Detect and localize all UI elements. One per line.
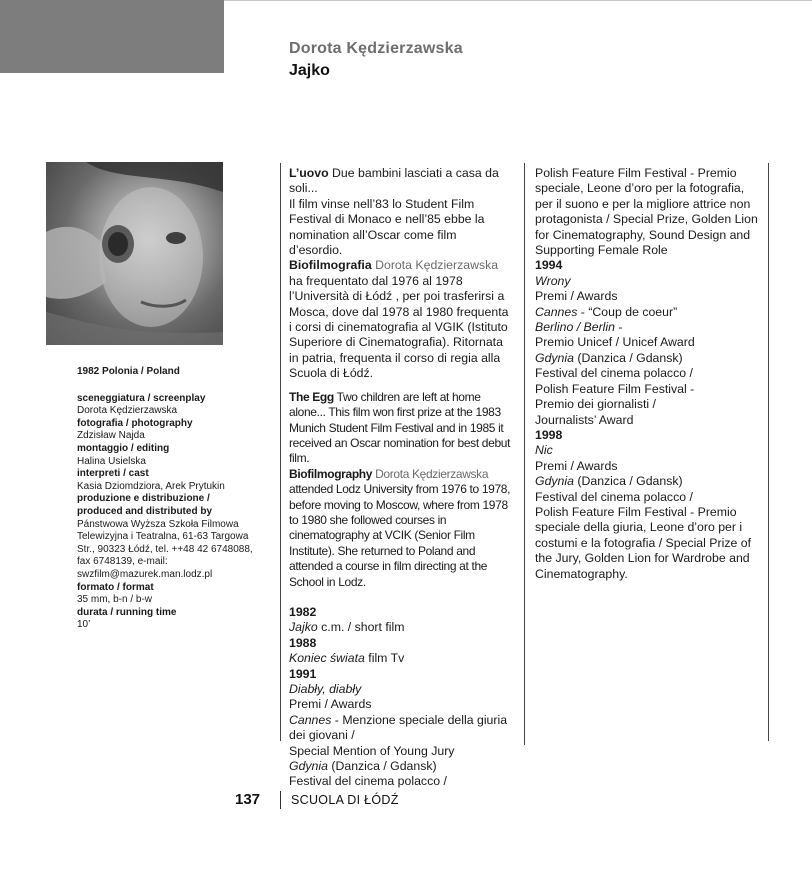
credit-label: formato / format — [77, 581, 154, 593]
synopsis-italian — [289, 166, 513, 197]
filmography-year: 1994 — [535, 258, 563, 273]
filmography-year: 1988 — [289, 635, 317, 650]
award-entry: Premio Unicef / Unicef Award — [535, 335, 695, 350]
bio-name: Dorota Kędzierzawska — [375, 466, 489, 481]
synopsis-english — [289, 390, 513, 467]
credit-label: fotografia / photography — [77, 417, 193, 429]
text-column-middle — [289, 166, 513, 790]
credit-value: Pánstwowa Wyższa Szkoła Filmowa Telewizyjna i Teatralna, 61-63 Targowa Str., 90323 Łódź, tel. ++48 42 6748088, fax 6748139, e-mail: swzfilm@mazurek.man.lodz.pl — [77, 518, 253, 580]
credit-value: Kasia Dziomdziora, Arek Prytukin — [77, 480, 225, 492]
filmography-year: 1998 — [535, 427, 563, 442]
awards-label: Premi / Awards — [289, 697, 372, 712]
credit-label: interpreti / cast — [77, 468, 149, 480]
award-entry: Festival del cinema polacco / — [289, 774, 447, 789]
credit-value: 35 mm, b-n / b-w — [77, 594, 153, 606]
award-entry: Festival del cinema polacco / — [535, 489, 693, 504]
filmography-year: 1982 — [289, 604, 317, 619]
credit-label: produzione e distribuzione / — [77, 493, 210, 505]
bio-name: Dorota Kędzierzawska — [375, 258, 499, 273]
column-divider — [524, 163, 525, 745]
credit-screenplay — [77, 393, 267, 418]
synopsis-lead: L’uovo — [289, 166, 329, 180]
award-entry: Polish Feature Film Festival - Premio speciale, Leone d’oro per la fotografia, per il suono e per la migliore attrice non protagonista / Special Prize, Golden Lion for Cinematography, Sound Design and Supporting Female Role — [535, 166, 758, 258]
synopsis-text: Due bambini lasciati a casa da soli... — [289, 166, 499, 196]
award-entry: Gdynia (Danzica / Gdansk) — [535, 350, 683, 365]
awards-label: Premi / Awards — [535, 289, 618, 304]
bio-italian — [289, 258, 513, 381]
credit-running-time — [77, 607, 267, 632]
header-gray-block — [0, 0, 224, 73]
column-divider — [280, 163, 281, 741]
synopsis-lead: The Egg — [289, 389, 334, 404]
section-title: SCUOLA DI ŁÓDŹ — [291, 793, 399, 807]
award-entry: Festival del cinema polacco / — [535, 366, 693, 381]
filmography-entry: Diabły, diabły — [289, 682, 362, 696]
bio-text: ha frequentato dal 1976 al 1978 l’Università di Łódź , per poi trasferirsi a Mosca, dove dal 1978 al 1980 frequenta i corsi di cinematografia al VGIK (Istituto Superiore di Cinematografia). Ritornata in patria, frequenta il corso di regia alla Scuola di Łódź. — [289, 273, 509, 381]
credit-label: sceneggiatura / screenplay — [77, 392, 206, 404]
award-entry: Cannes - Menzione speciale della giuria dei giovani / — [289, 712, 508, 743]
award-entry: Special Mention of Young Jury — [289, 743, 455, 758]
filmography-year: 1991 — [289, 666, 317, 681]
festival-note-italian: Il film vinse nell’83 lo Student Film Festival di Monaco e nell’85 ebbe la nomination all’Oscar come film d’esordio. — [289, 196, 485, 258]
awards-label: Premi / Awards — [535, 458, 618, 473]
column-divider — [768, 163, 769, 741]
award-entry: Journalists’ Award — [535, 412, 634, 427]
credit-value: 10’ — [77, 619, 91, 631]
bio-english — [289, 467, 513, 590]
credit-editing — [77, 443, 267, 468]
award-entry: Polish Feature Film Festival - — [535, 381, 695, 396]
director-photo — [46, 162, 223, 345]
award-entry: Premio dei giornalisti / — [535, 397, 656, 412]
credit-value: Halina Usielska — [77, 455, 146, 467]
page-number: 137 — [235, 791, 261, 808]
award-entry: Polish Feature Film Festival - Premio speciale della giuria, Leone d’oro per i costumi e la fotografia / Special Prize of the Jury, Golden Lion for Wardrobe and Cinematography. — [535, 504, 751, 581]
credit-label: produced and distributed by — [77, 505, 213, 517]
filmography-entry: Koniec świata film Tv — [289, 651, 405, 666]
credit-label: montaggio / editing — [77, 442, 170, 454]
credit-cast — [77, 468, 267, 493]
filmography-entry: Jajko c.m. / short film — [289, 620, 405, 635]
award-entry: Cannes - “Coup de coeur” — [535, 304, 678, 319]
credit-format — [77, 582, 267, 607]
director-name: Dorota Kędzierzawska — [289, 40, 463, 57]
filmography-entry: Nic — [535, 443, 553, 458]
award-entry: Berlino / Berlin - — [535, 320, 623, 335]
award-entry: Gdynia (Danzica / Gdansk) — [289, 759, 437, 774]
credit-production — [77, 493, 267, 581]
credits-block — [77, 366, 267, 632]
credit-value: Dorota Kędzierzawska — [77, 405, 178, 417]
credit-photography — [77, 418, 267, 443]
top-rule — [224, 0, 812, 1]
filmography-entry: Wrony — [535, 273, 571, 288]
footer-divider — [280, 791, 281, 809]
bio-text: attended Lodz University from 1976 to 1978, before moving to Moscow, where from 1978 to 1980 she followed courses in cinematography at VCIK (Senior Film Institute). She returned to Poland and attended a course in film directing at the School in Lodz. — [289, 482, 511, 589]
text-column-right — [535, 166, 763, 582]
bio-heading: Biofilmografia — [289, 258, 372, 273]
film-title: Jajko — [289, 62, 330, 79]
bio-heading: Biofilmography — [289, 466, 373, 481]
credit-value: Zdzisław Najda — [77, 430, 145, 442]
production-year-country: 1982 Polonia / Poland — [77, 366, 180, 377]
credit-label: durata / running time — [77, 606, 177, 618]
award-entry: Gdynia (Danzica / Gdansk) — [535, 474, 683, 489]
synopsis-text: Two children are left at home alone... This film won first prize at the 1983 Munich Student Film Festival and in 1985 it received an Oscar nomination for best debut film. — [289, 389, 511, 466]
